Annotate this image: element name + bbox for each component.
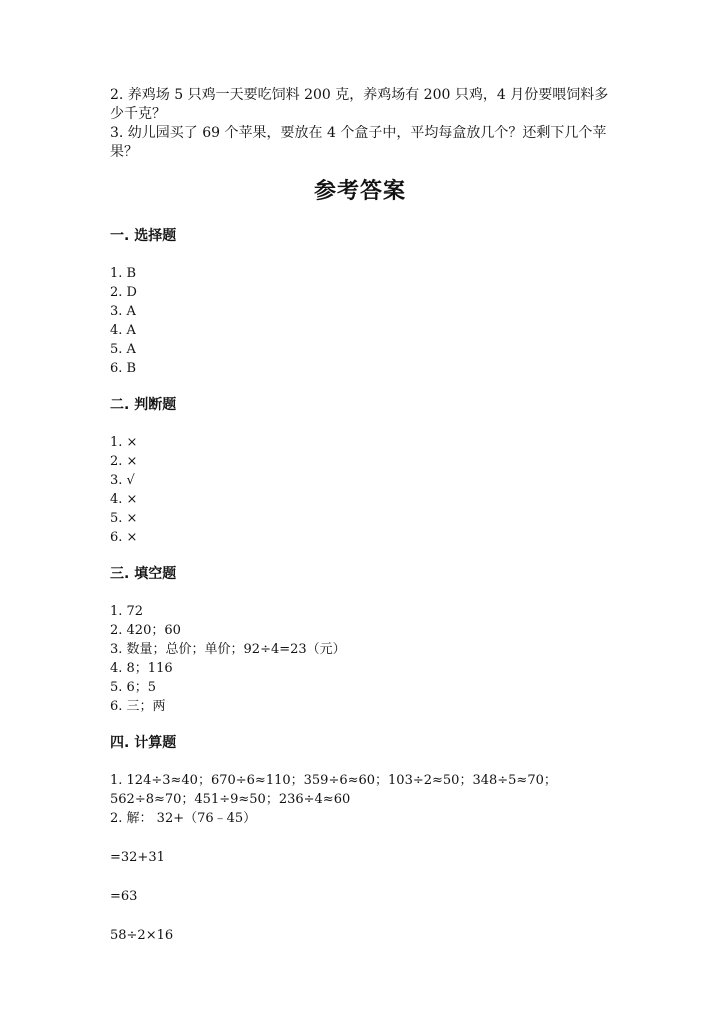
answer-list-calc bbox=[110, 771, 630, 945]
answer-list-judge bbox=[110, 433, 630, 547]
answer-item: =32+31 bbox=[110, 850, 165, 865]
answer-item: 6. × bbox=[110, 530, 138, 545]
answer-item: 562÷8≈70；451÷9≈50；236÷4≈60 bbox=[110, 792, 351, 807]
answer-item: 6. 三；两 bbox=[110, 699, 166, 714]
answer-item: 2. 解： 32+（76﹣45） bbox=[110, 811, 257, 826]
answer-list-choice bbox=[110, 264, 630, 378]
question-3-line-1: 3. 幼儿园买了 69 个苹果，要放在 4 个盒子中，平均每盒放几个？还剩下几个苹 bbox=[110, 125, 607, 141]
page-title: 参考答案 bbox=[313, 178, 406, 204]
section-heading-judge: 二. 判断题 bbox=[110, 397, 177, 413]
answer-item: 4. A bbox=[110, 323, 136, 338]
section-heading-fill: 三. 填空题 bbox=[110, 566, 177, 582]
answer-item: 2. 420；60 bbox=[110, 623, 181, 638]
question-2-line-2: 少千克？ bbox=[110, 106, 166, 122]
answer-item: 4. 8；116 bbox=[110, 661, 173, 676]
answer-item: 5. × bbox=[110, 511, 138, 526]
section-heading-calc: 四. 计算题 bbox=[110, 735, 177, 751]
answer-item: 2. D bbox=[110, 285, 137, 300]
answer-item: 58÷2×16 bbox=[110, 928, 174, 943]
answer-item: 2. × bbox=[110, 454, 138, 469]
answer-item: 1. 72 bbox=[110, 604, 144, 619]
question-3-line-2: 果？ bbox=[110, 144, 138, 160]
answer-item: 3. A bbox=[110, 304, 136, 319]
answer-list-fill bbox=[110, 602, 630, 716]
answer-item: 6. B bbox=[110, 361, 137, 376]
answer-item: 3. 数量；总价；单价；92÷4=23（元） bbox=[110, 642, 346, 657]
answer-item: 5. 6；5 bbox=[110, 680, 157, 695]
answer-item: 1. × bbox=[110, 435, 138, 450]
section-heading-choice: 一. 选择题 bbox=[110, 228, 177, 244]
document-page bbox=[110, 86, 630, 945]
question-2-line-1: 2. 养鸡场 5 只鸡一天要吃饲料 200 克，养鸡场有 200 只鸡，4 月份要喂饲料多 bbox=[110, 87, 609, 103]
answer-item: 3. √ bbox=[110, 473, 135, 488]
answer-item: 1. 124÷3≈40；670÷6≈110；359÷6≈60；103÷2≈50；348÷5≈70； bbox=[110, 773, 557, 788]
answer-item: 1. B bbox=[110, 266, 137, 281]
answer-item: 5. A bbox=[110, 342, 136, 357]
answer-item: 4. × bbox=[110, 492, 138, 507]
answer-item: =63 bbox=[110, 889, 138, 904]
